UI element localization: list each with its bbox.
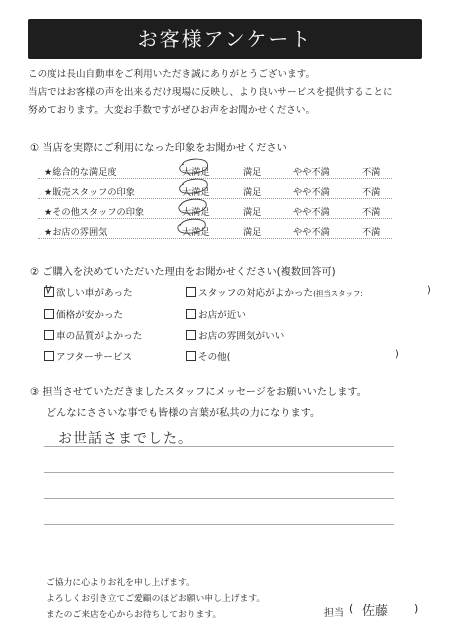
checkbox[interactable] xyxy=(186,351,196,361)
q2-option-label: 価格が安かった xyxy=(56,310,124,321)
q2-option-label: アフターサービス xyxy=(56,352,133,363)
q2-option-label: 車の品質がよかった xyxy=(56,331,143,342)
message-handwritten[interactable]: お世話さまでした。 xyxy=(58,431,193,447)
q1-option-dissatisfied[interactable]: 不満 xyxy=(362,167,381,178)
q1-option-satisfied[interactable]: 満足 xyxy=(243,227,262,238)
circle-mark xyxy=(180,179,208,193)
staff-name-handwritten[interactable]: 佐藤 xyxy=(362,604,389,619)
q1-row-label: ★お店の雰囲気 xyxy=(44,227,108,238)
q1-option-very-satisfied[interactable]: 大満足 xyxy=(182,187,210,198)
message-line xyxy=(44,446,394,447)
q1-option-somewhat-dissatisfied[interactable]: やや不満 xyxy=(293,187,330,198)
handwritten-check-mark xyxy=(43,282,57,296)
q1-heading: ① 当店を実際にご利用になった印象をお聞かせください xyxy=(30,143,287,154)
q2-option-label: その他( xyxy=(198,352,231,363)
q1-row-label: ★販売スタッフの印象 xyxy=(44,187,135,198)
checkbox[interactable] xyxy=(44,351,54,361)
page-title: お客様アンケート xyxy=(28,19,422,59)
q1-row-label: ★その他スタッフの印象 xyxy=(44,207,145,218)
q3-subheading: どんなにささいな事でも皆様の言葉が私共の力になります。 xyxy=(46,408,321,419)
staff-label: 担当 xyxy=(324,608,344,619)
circle-mark xyxy=(178,219,205,233)
q1-option-very-satisfied[interactable]: 大満足 xyxy=(182,167,210,178)
message-line xyxy=(44,498,394,499)
q1-option-dissatisfied[interactable]: 不満 xyxy=(362,227,381,238)
staff-note-label: (担当スタッフ: xyxy=(313,289,363,298)
handwritten-circle-marks xyxy=(170,156,220,244)
q2-option-label: 欲しい車があった xyxy=(56,288,133,299)
q2-option-car-quality[interactable] xyxy=(44,328,142,342)
footer-line-2: よろしくお引き立てご愛顧のほどお願い申し上げます。 xyxy=(46,594,266,604)
intro-line-1: この度は長山自動車をご利用いただき誠にありがとうございます。 xyxy=(28,69,316,80)
footer-line-1: ご協力に心よりお礼を申し上げます。 xyxy=(46,578,195,588)
message-line xyxy=(44,524,394,525)
q1-option-satisfied[interactable]: 満足 xyxy=(243,207,262,218)
q1-option-dissatisfied[interactable]: 不満 xyxy=(362,187,381,198)
paren-close: ) xyxy=(427,285,431,296)
q2-option-after-service[interactable] xyxy=(44,349,132,363)
q2-heading: ② ご購入を決めていただいた理由をお聞かせください(複数回答可) xyxy=(30,267,336,278)
q2-option-store-near[interactable] xyxy=(186,307,246,321)
paren-close: ) xyxy=(395,349,399,360)
checkbox[interactable] xyxy=(186,330,196,340)
q1-option-somewhat-dissatisfied[interactable]: やや不満 xyxy=(293,167,330,178)
q2-option-label: お店が近い xyxy=(198,310,246,321)
checkbox[interactable] xyxy=(44,309,54,319)
q2-option-label: スタッフの対応がよかった xyxy=(198,288,314,299)
intro-line-3: 努めております。大変お手数ですがぜひお声をお聞かせください。 xyxy=(28,105,316,116)
q2-option-staff-response[interactable] xyxy=(186,285,363,299)
q2-option-wanted-car[interactable] xyxy=(44,285,133,299)
q2-option-label: お店の雰囲気がいい xyxy=(198,331,285,342)
q2-option-other[interactable] xyxy=(186,349,231,363)
q3-heading: ③ 担当させていただきましたスタッフにメッセージをお願いいたします。 xyxy=(30,387,367,398)
q1-option-very-satisfied[interactable]: 大満足 xyxy=(182,227,210,238)
q1-row-label: ★総合的な満足度 xyxy=(44,167,117,178)
circle-mark xyxy=(180,159,208,173)
q1-option-dissatisfied[interactable]: 不満 xyxy=(362,207,381,218)
message-line xyxy=(44,472,394,473)
checkbox[interactable] xyxy=(186,309,196,319)
q2-option-cheap-price[interactable] xyxy=(44,307,123,321)
checkbox[interactable] xyxy=(44,330,54,340)
q1-option-very-satisfied[interactable]: 大満足 xyxy=(182,207,210,218)
q2-option-store-atmosphere[interactable] xyxy=(186,328,284,342)
circle-mark xyxy=(179,199,206,213)
staff-paren-open: ( xyxy=(349,602,354,615)
staff-paren-close: ) xyxy=(414,602,419,615)
q1-option-somewhat-dissatisfied[interactable]: やや不満 xyxy=(293,207,330,218)
checkbox[interactable] xyxy=(186,287,196,297)
intro-line-2: 当店ではお客様の声を出来るだけ現場に反映し、より良いサービスを提供することに xyxy=(28,87,393,98)
q1-option-satisfied[interactable]: 満足 xyxy=(243,167,262,178)
q1-option-satisfied[interactable]: 満足 xyxy=(243,187,262,198)
footer-line-3: またのご来店を心からお待ちしております。 xyxy=(46,610,222,620)
q1-option-somewhat-dissatisfied[interactable]: やや不満 xyxy=(293,227,330,238)
